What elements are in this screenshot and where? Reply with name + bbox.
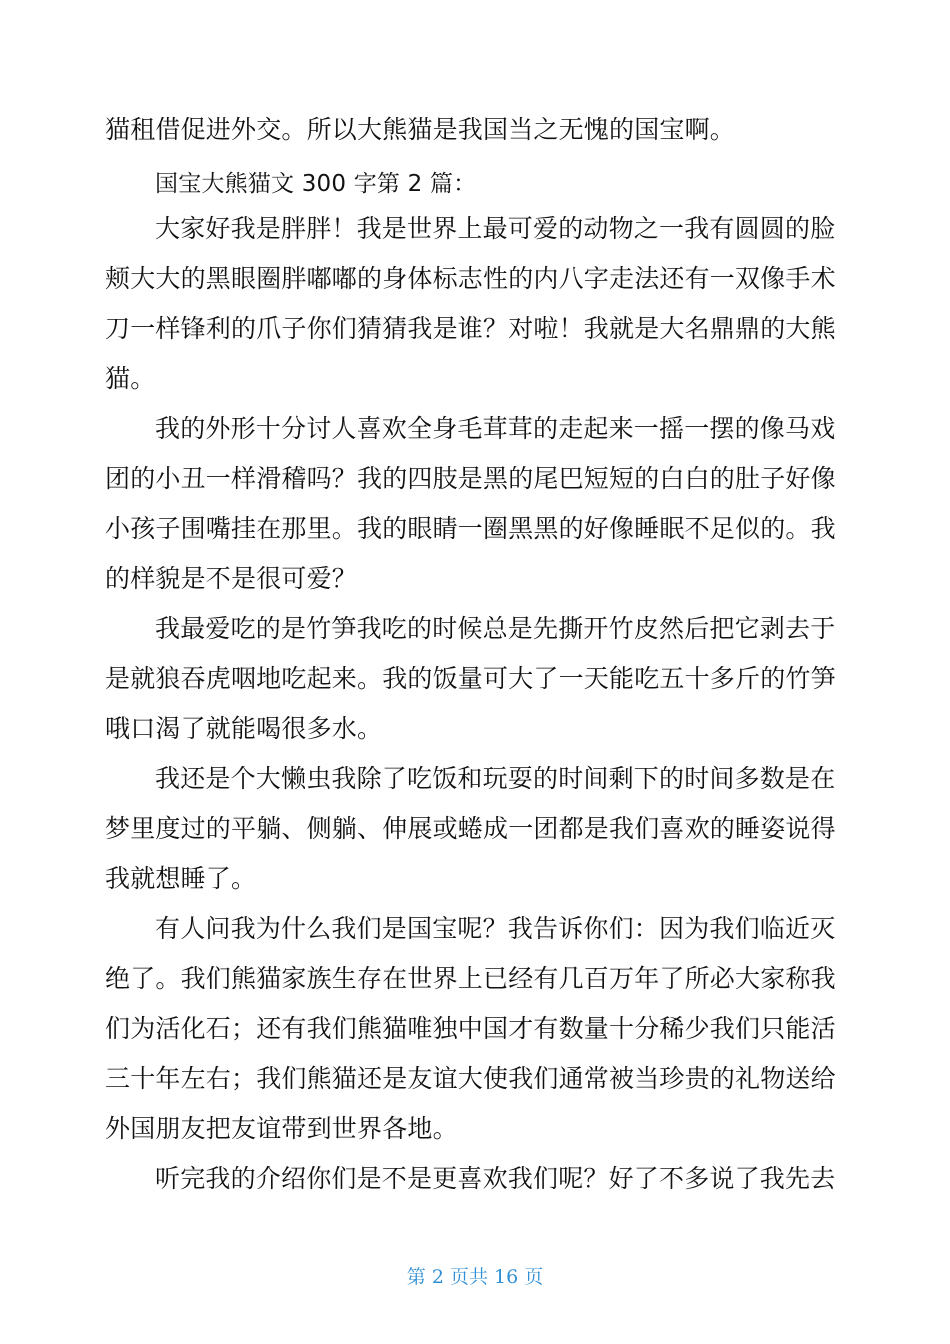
text-line-21: 外国朋友把友谊带到世界各地。 — [105, 1114, 458, 1143]
text-line-4: 颊大大的黑眼圈胖嘟嘟的身体标志性的内八字走法还有一双像手术 — [105, 264, 836, 293]
text-line-14: 我还是个大懒虫我除了吃饭和玩耍的时间剩下的时间多数是在 — [155, 764, 836, 793]
text-line-1: 猫租借促进外交。所以大熊猫是我国当之无愧的国宝啊。 — [105, 115, 736, 144]
text-line-15: 梦里度过的平躺、侧躺、伸展或蜷成一团都是我们喜欢的睡姿说得 — [105, 814, 836, 843]
text-line-17: 有人问我为什么我们是国宝呢？我告诉你们：因为我们临近灭 — [155, 914, 836, 943]
text-line-12: 是就狼吞虎咽地吃起来。我的饭量可大了一天能吃五十多斤的竹笋 — [105, 664, 836, 693]
page-number-footer: 第 2 页共 16 页 — [406, 1266, 544, 1288]
text-line-10: 的样貌是不是很可爱？ — [105, 564, 358, 593]
text-line-13: 哦口渴了就能喝很多水。 — [105, 714, 383, 743]
text-line-20: 三十年左右；我们熊猫还是友谊大使我们通常被当珍贵的礼物送给 — [105, 1064, 836, 1093]
text-line-8: 团的小丑一样滑稽吗？我的四肢是黑的尾巴短短的白白的肚子好像 — [105, 464, 836, 493]
text-line-16: 我就想睡了。 — [105, 864, 257, 893]
text-line-7: 我的外形十分讨人喜欢全身毛茸茸的走起来一摇一摆的像马戏 — [155, 414, 836, 443]
text-line-22: 听完我的介绍你们是不是更喜欢我们呢？好了不多说了我先去 — [155, 1164, 836, 1193]
text-line-18: 绝了。我们熊猫家族生存在世界上已经有几百万年了所必大家称我 — [105, 964, 836, 993]
text-line-6: 猫。 — [105, 364, 156, 393]
text-line-11: 我最爱吃的是竹笋我吃的时候总是先撕开竹皮然后把它剥去于 — [155, 614, 836, 643]
section-heading: 国宝大熊猫文 300 字第 2 篇： — [155, 171, 477, 197]
text-line-5: 刀一样锋利的爪子你们猜猜我是谁？对啦！我就是大名鼎鼎的大熊 — [105, 314, 836, 343]
text-line-3: 大家好我是胖胖！我是世界上最可爱的动物之一我有圆圆的脸 — [155, 214, 836, 243]
text-line-9: 小孩子围嘴挂在那里。我的眼睛一圈黑黑的好像睡眠不足似的。我 — [105, 514, 836, 543]
text-line-19: 们为活化石；还有我们熊猫唯独中国才有数量十分稀少我们只能活 — [105, 1014, 836, 1043]
